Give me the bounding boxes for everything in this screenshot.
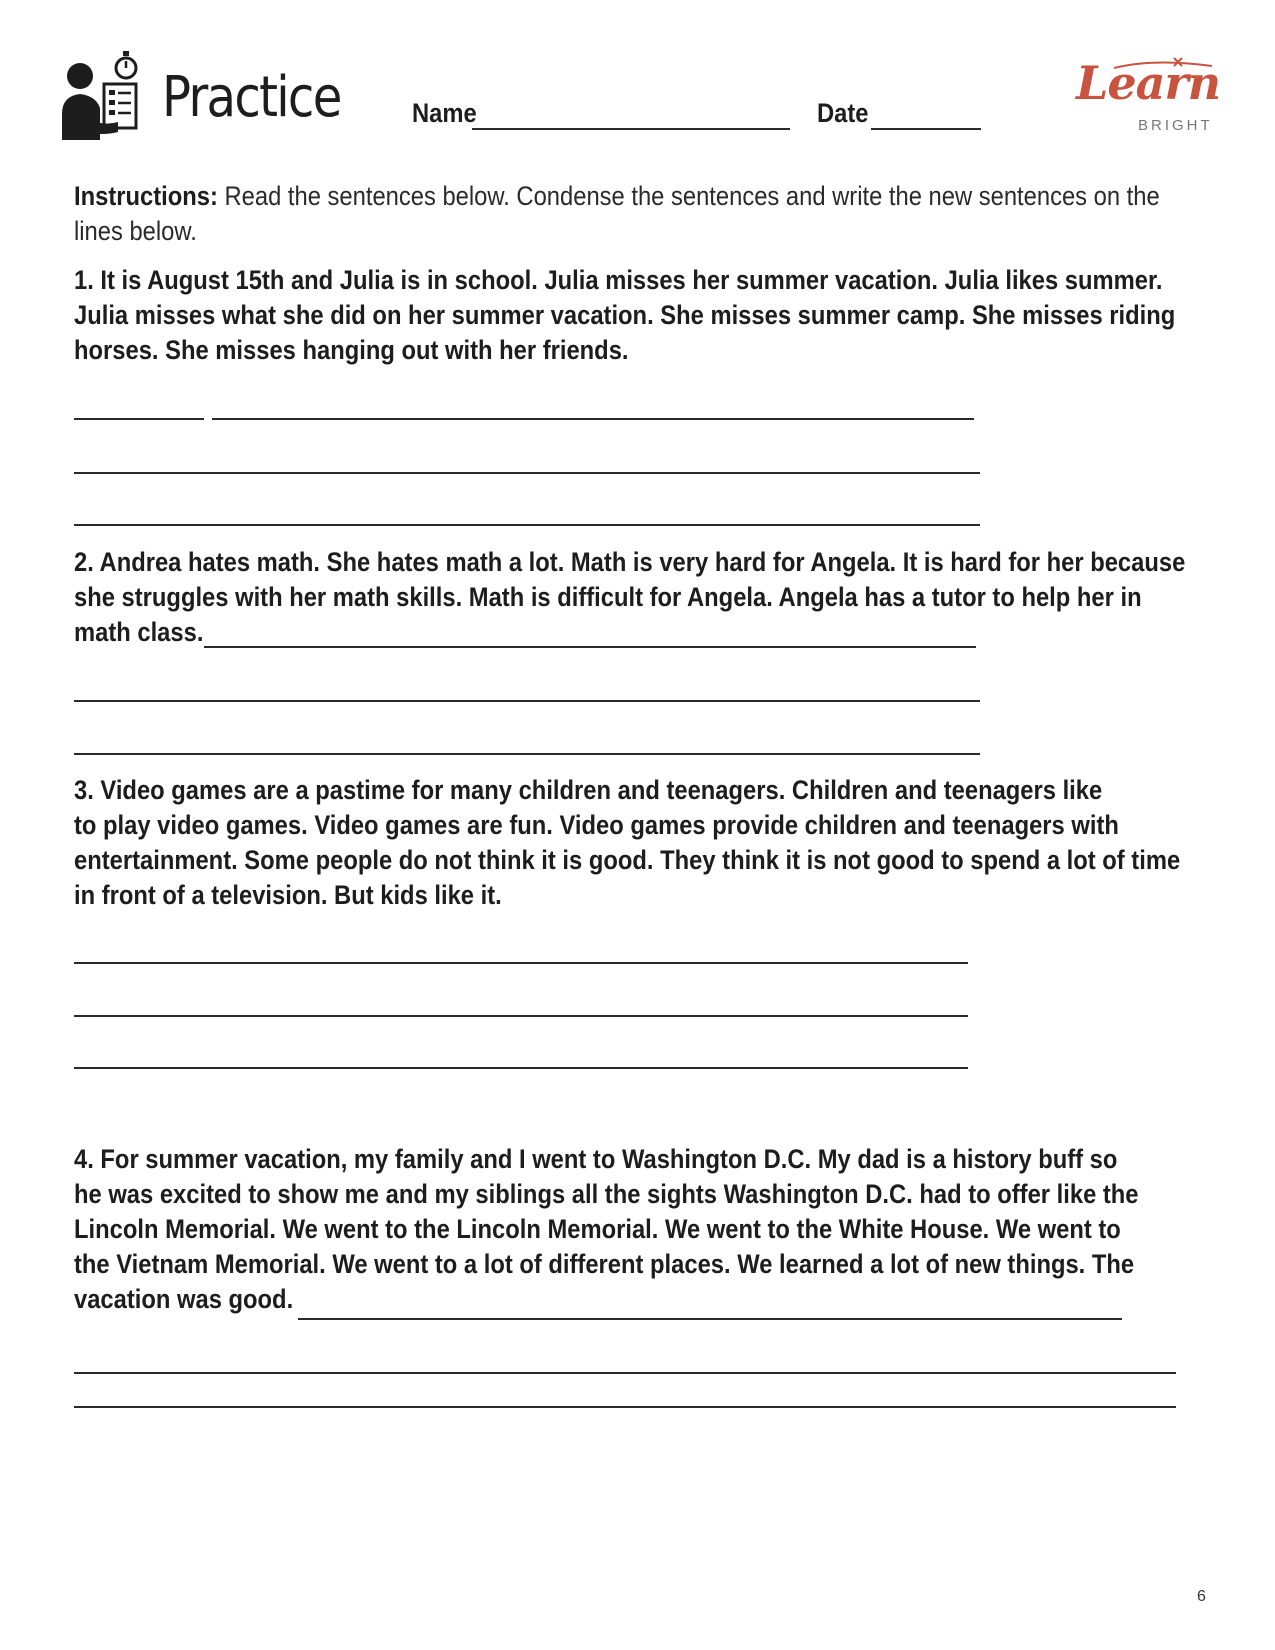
answer-line[interactable]	[74, 524, 980, 526]
answer-line[interactable]	[74, 1372, 1176, 1374]
answer-line[interactable]	[298, 1318, 1122, 1320]
question-1	[74, 263, 1175, 368]
question-line: entertainment. Some people do not think it is good. They think it is not good to spend a lot of time	[74, 845, 1181, 875]
student-clock-worksheet-icon	[60, 46, 144, 146]
answer-line[interactable]	[74, 962, 968, 964]
question-2	[74, 545, 1185, 650]
question-line: vacation was good.	[74, 1284, 294, 1314]
answer-line[interactable]	[74, 418, 204, 420]
answer-line[interactable]	[74, 700, 980, 702]
answer-line[interactable]	[74, 1067, 968, 1069]
question-line: 1. It is August 15th and Julia is in school. Julia misses her summer vacation. Julia likes summer.	[74, 265, 1163, 295]
answer-line[interactable]	[74, 1015, 968, 1017]
answer-line[interactable]	[212, 418, 974, 420]
answer-line[interactable]	[74, 1406, 1176, 1408]
question-line: in front of a television. But kids like it.	[74, 880, 502, 910]
question-line: horses. She misses hanging out with her friends.	[74, 335, 629, 365]
page-title: Practice	[162, 65, 341, 130]
instructions-label: Instructions:	[74, 181, 218, 211]
answer-line[interactable]	[74, 472, 980, 474]
question-line: 3. Video games are a pastime for many children and teenagers. Children and teenagers like	[74, 775, 1103, 805]
question-line: he was excited to show me and my siblings all the sights Washington D.C. had to offer like the	[74, 1179, 1139, 1209]
page-number: 6	[1197, 1588, 1206, 1605]
question-line: the Vietnam Memorial. We went to a lot of different places. We learned a lot of new things. The	[74, 1249, 1135, 1279]
answer-line[interactable]	[204, 646, 976, 648]
name-field[interactable]	[472, 128, 790, 130]
question-4	[74, 1142, 1139, 1317]
date-field[interactable]	[871, 128, 981, 130]
learn-bright-logo	[1074, 56, 1224, 136]
question-3	[74, 773, 1180, 913]
logo-word: Learn	[1076, 56, 1221, 110]
question-line: Lincoln Memorial. We went to the Lincoln Memorial. We went to the White House. We went to	[74, 1214, 1121, 1244]
instructions-line-2: lines below.	[74, 216, 197, 246]
answer-line[interactable]	[74, 753, 980, 755]
instructions	[74, 179, 1160, 249]
question-line: she struggles with her math skills. Math is difficult for Angela. Angela has a tutor to help her in	[74, 582, 1142, 612]
question-line: Julia misses what she did on her summer vacation. She misses summer camp. She misses riding	[74, 300, 1176, 330]
date-label: Date	[817, 98, 869, 128]
question-line: 2. Andrea hates math. She hates math a lot. Math is very hard for Angela. It is hard for her because	[74, 547, 1186, 577]
question-line: math class.	[74, 617, 204, 647]
question-line: 4. For summer vacation, my family and I went to Washington D.C. My dad is a history buff so	[74, 1144, 1118, 1174]
name-label: Name	[412, 98, 477, 128]
logo-subtitle: BRIGHT	[1138, 117, 1213, 134]
question-line: to play video games. Video games are fun. Video games provide children and teenagers with	[74, 810, 1119, 840]
instructions-line-1: Read the sentences below. Condense the sentences and write the new sentences on the	[224, 181, 1160, 211]
